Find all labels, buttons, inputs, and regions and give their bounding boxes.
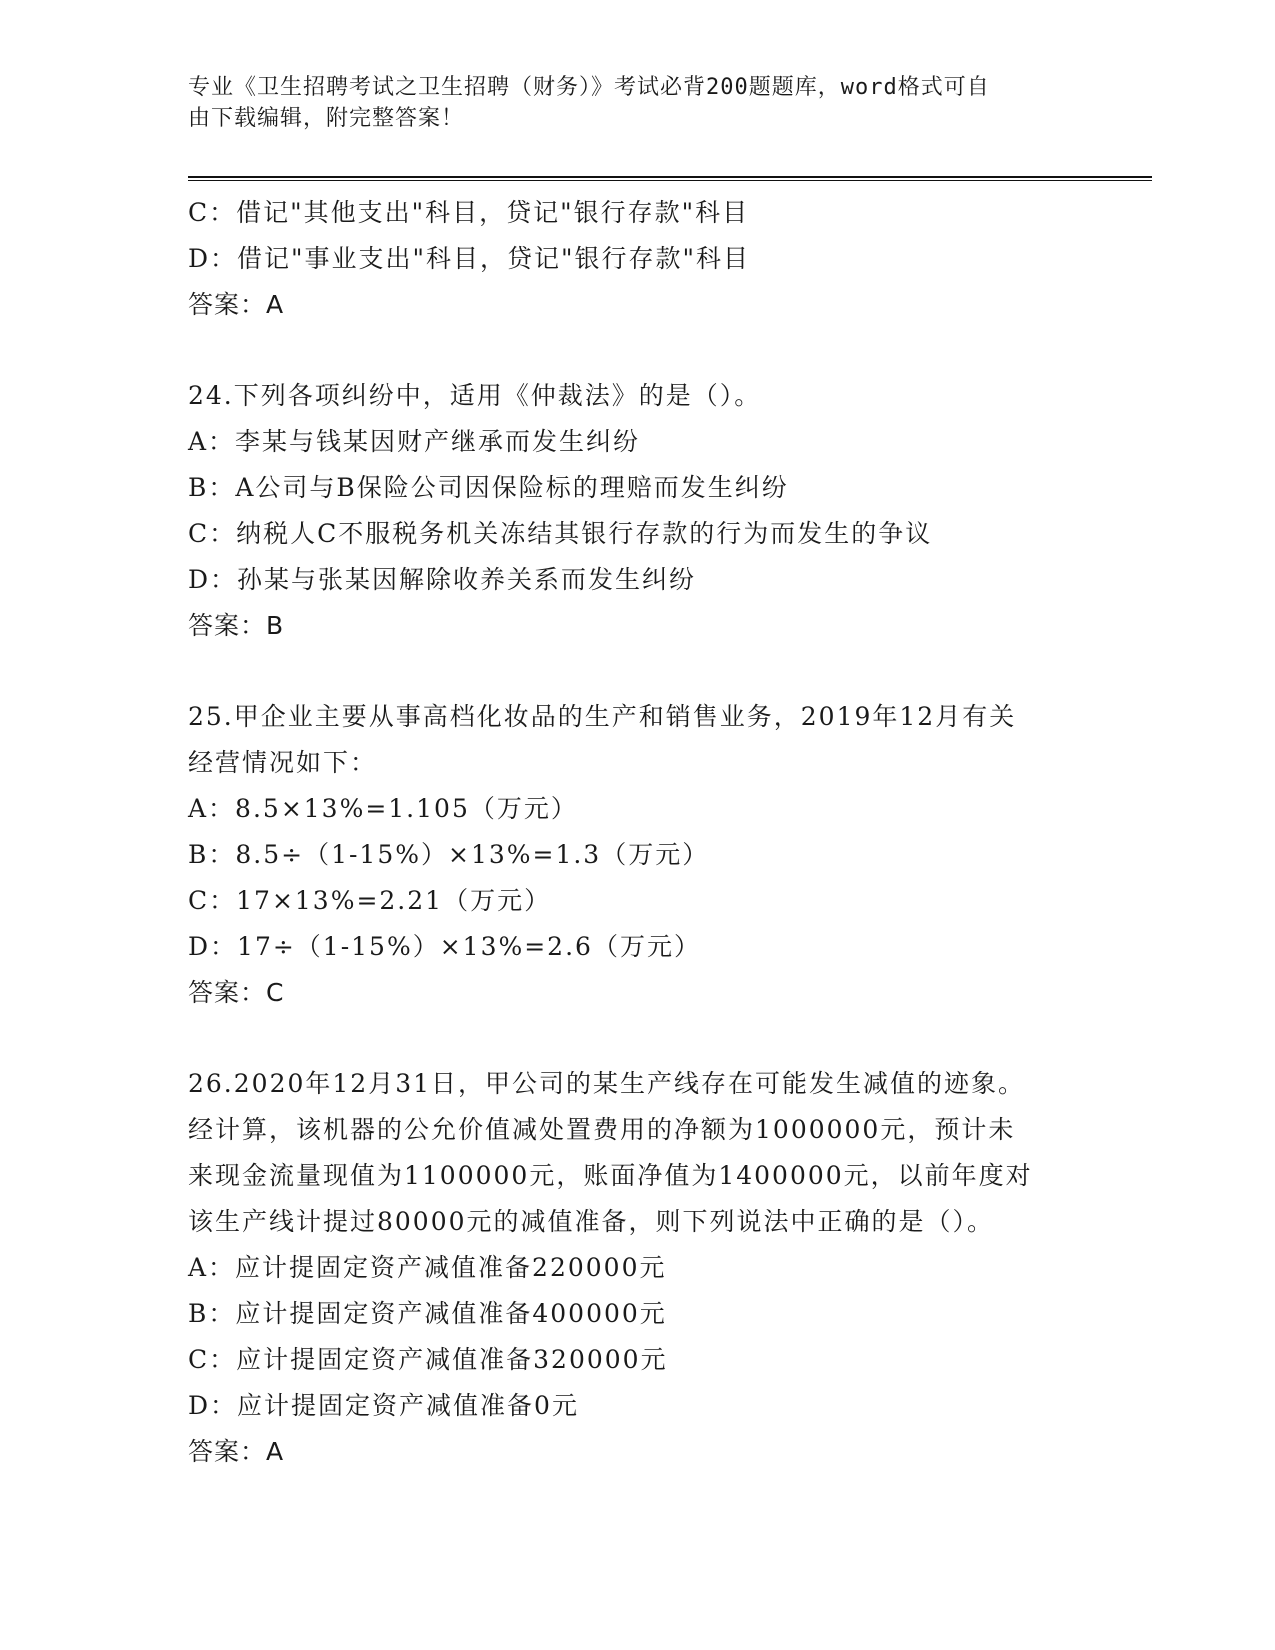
question-24-answer: 答案：B xyxy=(188,611,285,640)
question-26 xyxy=(188,1061,1088,1475)
question-24-option-c: C：纳税人C不服税务机关冻结其银行存款的行为而发生的争议 xyxy=(188,519,933,548)
question-26-option-a: A：应计提固定资产减值准备220000元 xyxy=(188,1253,667,1282)
question-24-option-b: B：A公司与B保险公司因保险标的理赔而发生纠纷 xyxy=(188,473,789,502)
question-24 xyxy=(188,373,1088,649)
question-26-option-b: B：应计提固定资产减值准备400000元 xyxy=(188,1299,667,1328)
question-26-stem-line-4: 该生产线计提过80000元的减值准备，则下列说法中正确的是（）。 xyxy=(188,1207,995,1236)
question-25-answer: 答案：C xyxy=(188,978,285,1007)
question-25-option-d: D：17÷（1-15%）×13%=2.6（万元） xyxy=(188,932,701,961)
question-25 xyxy=(188,694,1088,1016)
question-list xyxy=(188,190,1088,1475)
question-24-option-a: A：李某与钱某因财产继承而发生纠纷 xyxy=(188,427,641,456)
question-23-option-c: C：借记"其他支出"科目，贷记"银行存款"科目 xyxy=(188,198,750,227)
question-25-option-b: B：8.5÷（1-15%）×13%=1.3（万元） xyxy=(188,840,710,869)
document-header xyxy=(188,72,1068,134)
question-25-option-a: A：8.5×13%=1.105（万元） xyxy=(188,794,578,823)
question-26-stem-line-3: 来现金流量现值为1100000元，账面净值为1400000元，以前年度对 xyxy=(188,1161,1033,1190)
question-23-option-d: D：借记"事业支出"科目，贷记"银行存款"科目 xyxy=(188,244,751,273)
question-23 xyxy=(188,190,1088,328)
header-title-line-2: 由下载编辑，附完整答案！ xyxy=(188,106,465,131)
question-25-option-c: C：17×13%=2.21（万元） xyxy=(188,886,552,915)
question-26-stem-line-2: 经计算，该机器的公允价值减处置费用的净额为1000000元，预计未 xyxy=(188,1115,1016,1144)
question-26-option-c: C：应计提固定资产减值准备320000元 xyxy=(188,1345,668,1374)
header-divider xyxy=(188,176,1152,182)
question-23-answer: 答案：A xyxy=(188,290,285,319)
question-26-answer: 答案：A xyxy=(188,1437,285,1466)
question-26-stem-line-1: 26.2020年12月31日，甲公司的某生产线存在可能发生减值的迹象。 xyxy=(188,1069,1026,1098)
question-26-option-d: D：应计提固定资产减值准备0元 xyxy=(188,1391,579,1420)
question-25-stem-line-2: 经营情况如下： xyxy=(188,748,378,777)
question-25-stem-line-1: 25.甲企业主要从事高档化妆品的生产和销售业务，2019年12月有关 xyxy=(188,702,1017,731)
question-24-stem: 24.下列各项纠纷中，适用《仲裁法》的是（）。 xyxy=(188,381,762,410)
question-24-option-d: D：孙某与张某因解除收养关系而发生纠纷 xyxy=(188,565,697,594)
header-title-line-1: 专业《卫生招聘考试之卫生招聘（财务）》考试必背200题题库，word格式可自 xyxy=(188,75,990,100)
